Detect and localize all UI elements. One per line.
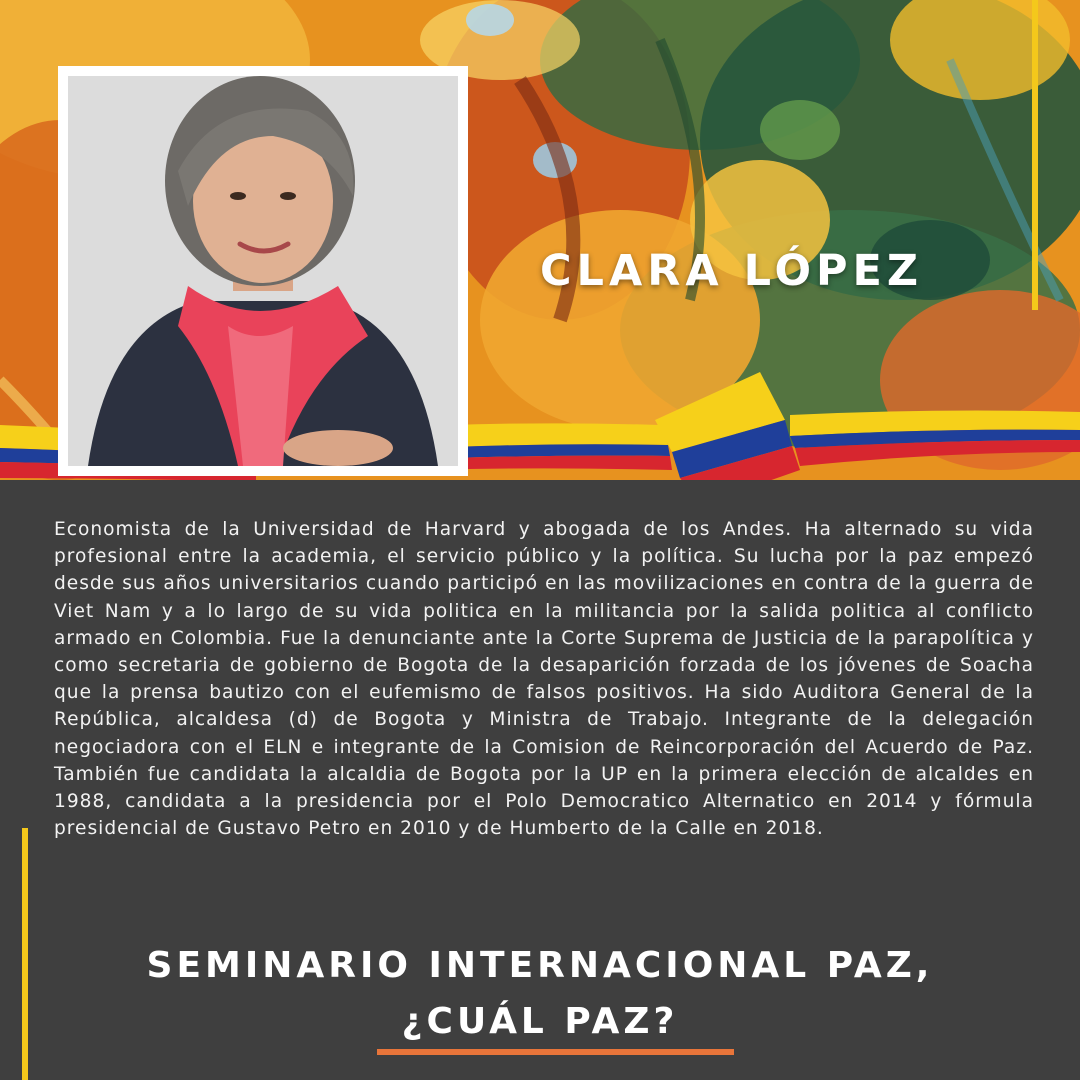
event-title-line-2: ¿CUÁL PAZ?: [401, 1001, 679, 1042]
speaker-portrait: [68, 76, 458, 466]
title-underline: [377, 1049, 734, 1055]
right-accent-bar: [1032, 0, 1038, 310]
speaker-name: CLARA LÓPEZ: [540, 246, 924, 296]
speaker-bio: Economista de la Universidad de Harvard y abogada de los Andes. Ha alternado su vida profesional entre la academia, el servicio público y la política. Su lucha por la paz empezó desde sus años universitarios cuando participó en las movilizaciones en contra de la guerra de Viet Nam y a lo largo de su vida politica en la militancia por la salida politica al conflicto armado en Colombia. Fue la denunciante ante la Corte Suprema de Justicia de la parapolítica y como secretaria de gobierno de Bogota de la desaparición forzada de los jóvenes de Soacha que la prensa bautizo con el eufemismo de falsos positivos. Ha sido Auditora General de la República, alcaldesa (d) de Bogota y Ministra de Trabajo. Integrante de la delegación negociadora con el ELN e integrante de la Comision de Reincorporación del Acuerdo de Paz. También fue candidata la alcaldia de Bogota por la UP en la primera elección de alcaldes en 1988, candidata a la presidencia por el Polo Democratico Alternatico en 2014 y fórmula presidencial de Gustavo Petro en 2010 y de Humberto de la Calle en 2018.: [54, 519, 1034, 840]
speaker-photo-frame: [58, 66, 468, 476]
event-title-line-1: SEMINARIO INTERNACIONAL PAZ,: [146, 945, 934, 986]
left-accent-bar: [22, 828, 28, 1080]
event-title: [0, 938, 1080, 1050]
